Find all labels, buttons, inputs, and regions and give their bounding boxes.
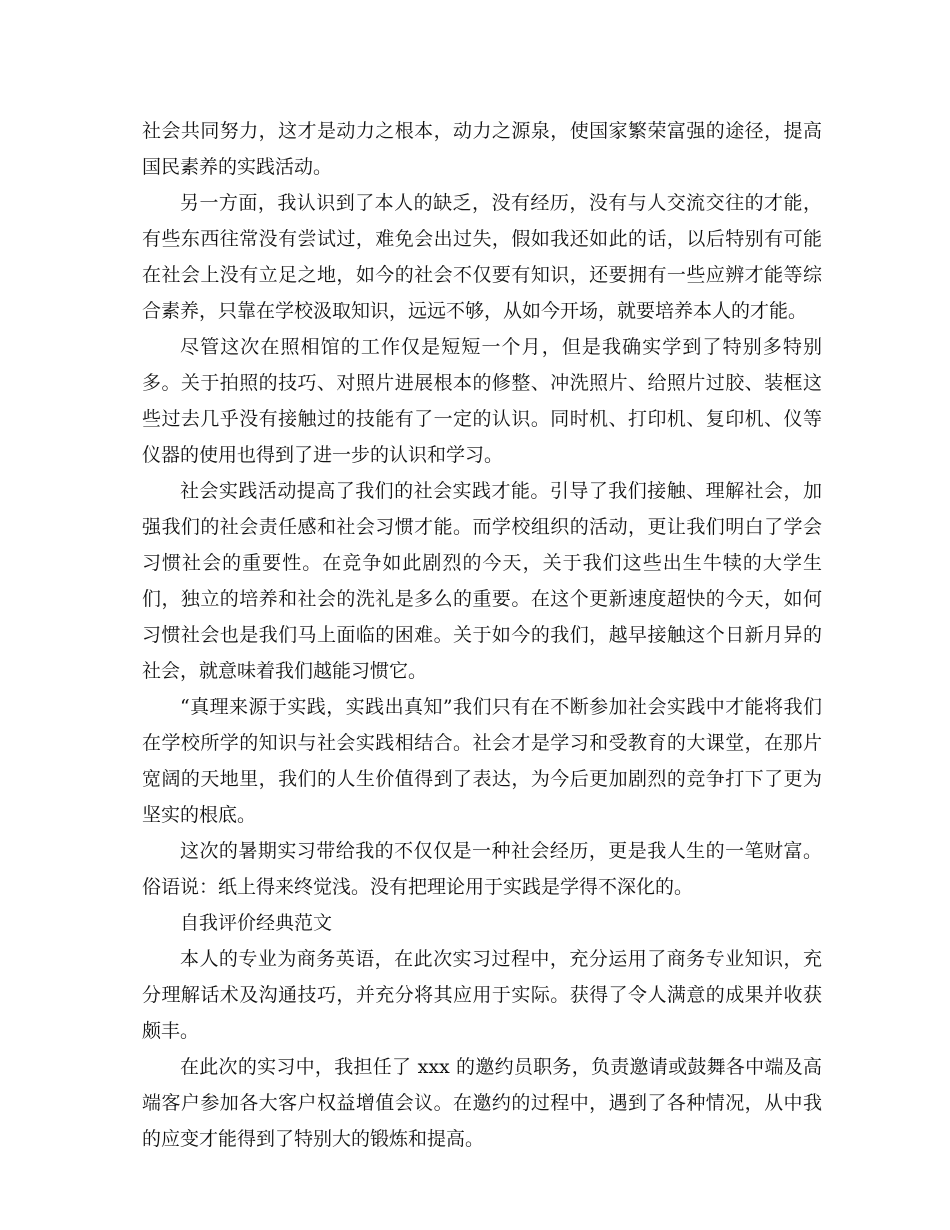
document-body [142, 113, 822, 1157]
paragraph-social-practice: 社会实践活动提高了我们的社会实践才能。引导了我们接触、理解社会，加强我们的社会责任感和社会习惯才能。而学校组织的活动，更让我们明白了学会习惯社会的重要性。在竞争如此剧烈的今天，关于我们这些出生牛犊的大学生们，独立的培养和社会的洗礼是多么的重要。在这个更新速度超快的今天，如何习惯社会也是我们马上面临的困难。关于如今的我们，越早接触这个日新月异的社会，就意味着我们越能习惯它。 [142, 480, 822, 682]
paragraph-continued: 社会共同努力，这才是动力之根本，动力之源泉，使国家繁荣富强的途径，提高国民素养的实践活动。 [142, 120, 822, 178]
paragraph-summer-internship: 这次的暑期实习带给我的不仅仅是一种社会经历，更是我人生的一笔财富。俗语说：纸上得来终觉浅。没有把理论用于实践是学得不深化的。 [142, 840, 822, 898]
paragraph-invitation-role: 在此次的实习中，我担任了 xxx 的邀约员职务，负责邀请或鼓舞各中端及高端客户参加各大客户权益增值会议。在邀约的过程中，遇到了各种情况，从中我的应变才能得到了特别大的锻炼和提高。 [142, 1056, 822, 1150]
section-heading: 自我评价经典范文 [180, 912, 333, 934]
paragraph-shortcomings: 另一方面，我认识到了本人的缺乏，没有经历，没有与人交流交往的才能，有些东西往常没有尝试过，难免会出过失，假如我还如此的话，以后特别有可能在社会上没有立足之地，如今的社会不仅要有知识，还要拥有一些应辨才能等综合素养，只靠在学校汲取知识，远远不够，从如今开场，就要培养本人的才能。 [142, 192, 822, 322]
paragraph-truth-from-practice: “真理来源于实践，实践出真知”我们只有在不断参加社会实践中才能将我们在学校所学的知识与社会实践相结合。社会才是学习和受教育的大课堂，在那片宽阔的天地里，我们的人生价值得到了表达，为今后更加剧烈的竞争打下了更为坚实的根底。 [142, 696, 822, 826]
paragraph-photo-studio: 尽管这次在照相馆的工作仅是短短一个月，但是我确实学到了特别多特别多。关于拍照的技巧、对照片进展根本的修整、冲洗照片、给照片过胶、装框这些过去几乎没有接触过的技能有了一定的认识。同时机、打印机、复印机、仪等仪器的使用也得到了进一步的认识和学习。 [142, 336, 822, 466]
paragraph-major: 本人的专业为商务英语，在此次实习过程中，充分运用了商务专业知识，充分理解话术及沟通技巧，并充分将其应用于实际。获得了令人满意的成果并收获颇丰。 [142, 948, 822, 1042]
